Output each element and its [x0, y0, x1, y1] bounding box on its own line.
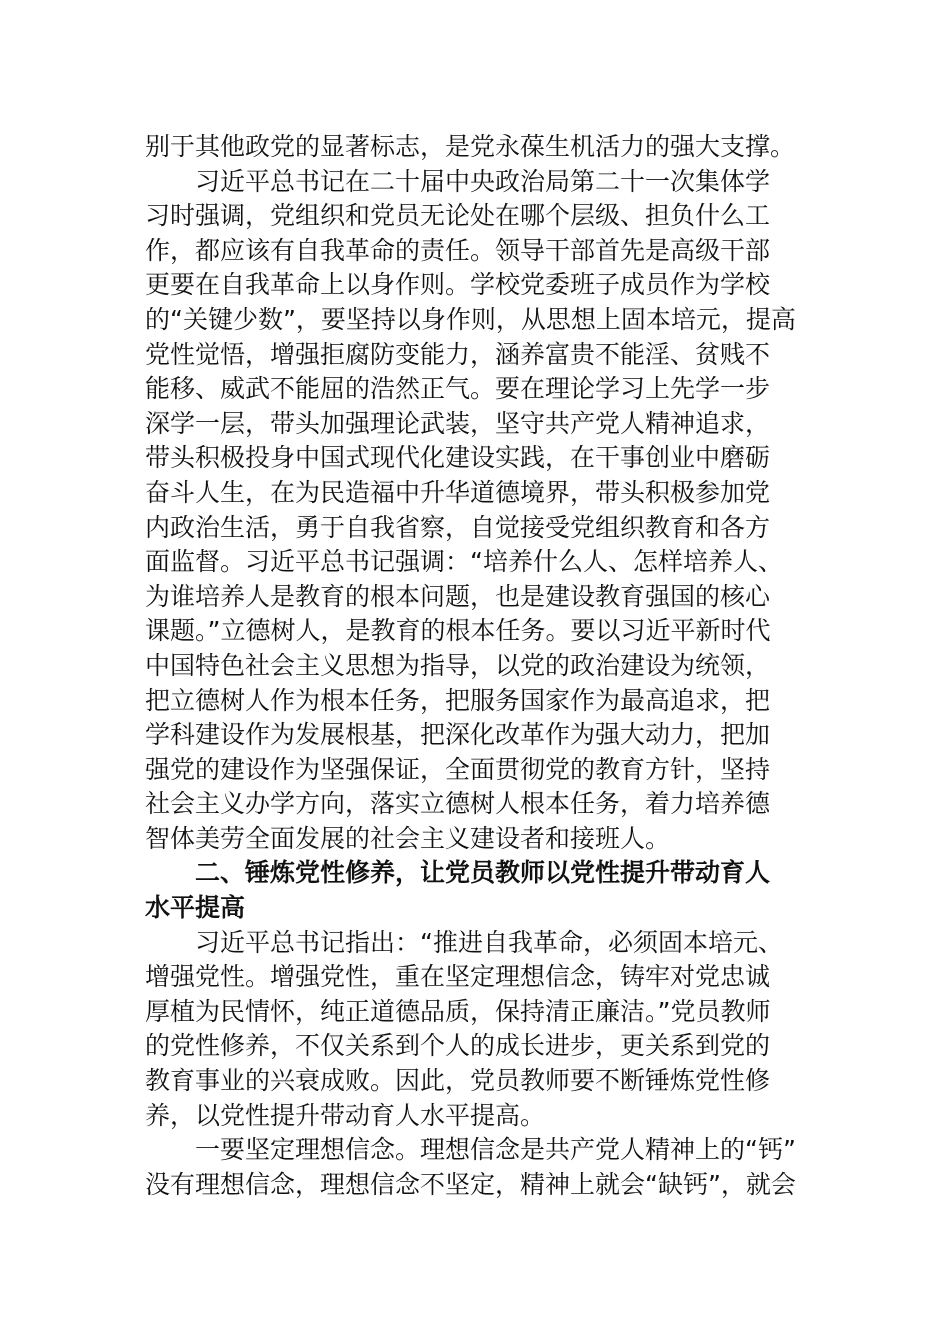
text-line: 奋斗人生，在为民造福中升华道德境界，带头积极参加党 — [145, 477, 771, 507]
text-line: 社会主义办学方向，落实立德树人根本任务，着力培养德 — [145, 789, 771, 819]
text-line: 中国特色社会主义思想为指导，以党的政治建设为统领， — [145, 650, 771, 680]
text-line: 作，都应该有自我革命的责任。领导干部首先是高级干部 — [145, 235, 771, 265]
text-line: 养，以党性提升带动育人水平提高。 — [145, 1100, 546, 1130]
text-line: 没有理想信念，理想信念不坚定，精神上就会“缺钙”，就会 — [145, 1169, 796, 1199]
text-line: 更要在自我革命上以身作则。学校党委班子成员作为学校 — [145, 270, 771, 300]
body-text — [145, 130, 810, 1202]
text-line: 的“关键少数”，要坚持以身作则，从思想上固本培元，提高 — [145, 304, 796, 334]
text-line: 能移、威武不能屈的浩然正气。要在理论学习上先学一步 — [145, 374, 771, 404]
text-line: 的党性修养，不仅关系到个人的成长进步，更关系到党的 — [145, 1031, 771, 1061]
text-line: 课题。”立德树人，是教育的根本任务。要以习近平新时代 — [145, 616, 771, 646]
text-line: 习近平总书记在二十届中央政治局第二十一次集体学 — [195, 166, 771, 196]
text-line: 习时强调，党组织和党员无论处在哪个层级、担负什么工 — [145, 201, 771, 231]
text-line: 教育事业的兴衰成败。因此，党员教师要不断锤炼党性修 — [145, 1066, 771, 1096]
text-line: 一要坚定理想信念。理想信念是共产党人精神上的“钙” — [195, 1135, 796, 1165]
text-line: 面监督。习近平总书记强调：“培养什么人、怎样培养人、 — [145, 547, 783, 577]
text-line: 内政治生活，勇于自我省察，自觉接受党组织教育和各方 — [145, 512, 771, 542]
text-line: 智体美劳全面发展的社会主义建设者和接班人。 — [145, 823, 671, 853]
text-line: 带头积极投身中国式现代化建设实践，在干事创业中磨砺 — [145, 443, 771, 473]
text-line: 厚植为民情怀，纯正道德品质，保持清正廉洁。”党员教师 — [145, 996, 771, 1026]
text-line: 学科建设作为发展根基，把深化改革作为强大动力，把加 — [145, 720, 771, 750]
text-line: 增强党性。增强党性，重在坚定理想信念，铸牢对党忠诚 — [145, 962, 771, 992]
section-heading-line: 二、锤炼党性修养，让党员教师以党性提升带动育人 — [195, 858, 771, 888]
text-line: 深学一层，带头加强理论武装，坚守共产党人精神追求， — [145, 408, 771, 438]
text-line: 党性觉悟，增强拒腐防变能力，涵养富贵不能淫、贫贱不 — [145, 339, 771, 369]
text-line: 把立德树人作为根本任务，把服务国家作为最高追求，把 — [145, 685, 771, 715]
text-line: 强党的建设作为坚强保证，全面贯彻党的教育方针，坚持 — [145, 754, 771, 784]
text-line: 别于其他政党的显著标志，是党永葆生机活力的强大支撑。 — [145, 132, 796, 161]
section-heading-line: 水平提高 — [145, 893, 246, 923]
text-line: 习近平总书记指出：“推进自我革命，必须固本培元、 — [195, 927, 783, 957]
text-line: 为谁培养人是教育的根本问题，也是建设教育强国的核心 — [145, 581, 771, 611]
